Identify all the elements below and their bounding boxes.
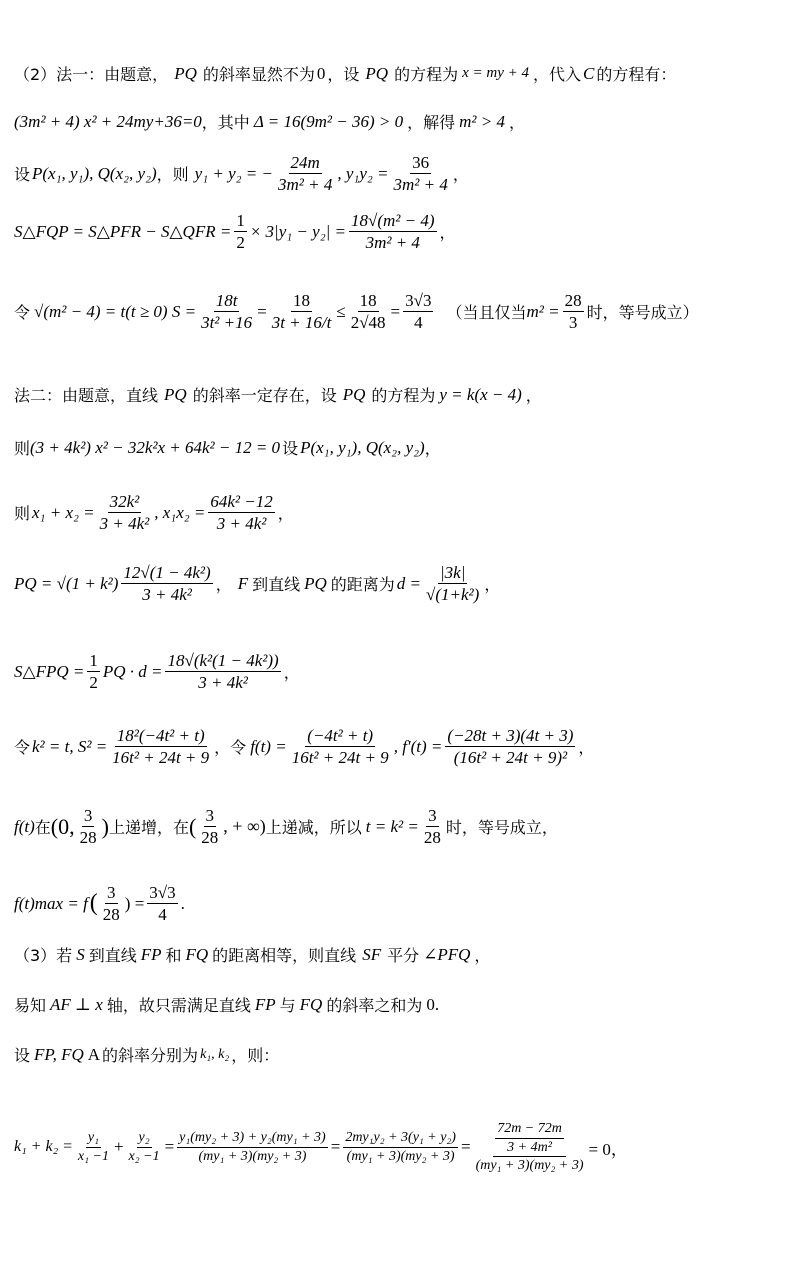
- line-fp: FP: [140, 944, 162, 964]
- denominator: 3 + 4k²: [99, 514, 150, 534]
- distance-fraction: [424, 562, 481, 606]
- f-max-arg-fraction: [101, 882, 122, 926]
- text: 和: [165, 946, 182, 965]
- f-max-lhs: f(t)max = f: [14, 893, 88, 913]
- less-equal: ≤: [336, 301, 346, 321]
- period: .: [180, 893, 185, 913]
- numerator: 3: [426, 805, 439, 827]
- discriminant: Δ = 16(9m² − 36) > 0: [253, 111, 404, 131]
- text: 的距离相等，则直线: [212, 946, 357, 965]
- slopes-k: k₁, k₂: [200, 1046, 230, 1062]
- denominator: 16t² + 24t + 9: [112, 748, 210, 768]
- numerator: 18√(k²(1 − 4k²)): [165, 650, 280, 672]
- text: 时，等号成立，: [445, 818, 558, 838]
- denominator: x₁ −1: [77, 1148, 109, 1164]
- text: ，: [508, 113, 525, 132]
- quadratic-equation: (3m² + 4) x² + 24my+36=0: [14, 111, 202, 131]
- text: 易知: [14, 996, 47, 1015]
- denominator: 4: [414, 313, 423, 333]
- fprime-fraction: [445, 725, 575, 769]
- line-sf: SF: [362, 944, 382, 964]
- text: ，: [474, 946, 491, 965]
- m2-line-1: [14, 383, 792, 406]
- pq-label: PQ: [164, 384, 187, 404]
- vieta-sum-lhs: x₁ + x₂ =: [32, 502, 95, 522]
- text: 设: [14, 165, 31, 185]
- denominator: (my₁ + 3)(my₂ + 3): [475, 1158, 584, 1173]
- denominator: 4: [158, 905, 167, 925]
- text: 到直线: [88, 946, 137, 965]
- condition-fraction: [563, 290, 584, 334]
- text: 的斜率一定存在，设: [192, 386, 337, 405]
- denominator: 2√48: [350, 313, 386, 333]
- area-lhs: S△FQP = S△PFR − S△QFR =: [14, 221, 232, 241]
- substitution: k² = t, S² =: [32, 736, 108, 756]
- s-fraction-2: [270, 290, 334, 334]
- denominator: 28: [102, 905, 120, 925]
- text: 与: [279, 996, 296, 1015]
- numerator: y₁(my₂ + 3) + y₂(my₁ + 3): [177, 1129, 328, 1148]
- t-equals-k-squared: t = k² =: [365, 816, 419, 836]
- text: ，: [283, 663, 300, 683]
- quadratic-equation: (3 + 4k²) x² − 32k²x + 64k² − 12 = 0: [30, 437, 281, 457]
- m2-line-3: [14, 491, 792, 535]
- text: 设: [14, 1046, 31, 1065]
- text: 的方程有：: [596, 65, 677, 84]
- m1-line-1: [14, 62, 792, 85]
- equals: =: [164, 1137, 175, 1157]
- text: 的方程为: [371, 386, 436, 405]
- denominator: 3 + 4k²: [216, 514, 267, 534]
- numerator: 3: [204, 805, 217, 827]
- text: ，: [215, 575, 232, 595]
- angle-pfq: ∠PFQ: [423, 944, 471, 964]
- distance-lhs: d =: [396, 573, 422, 593]
- s3-line-3: [14, 1043, 792, 1066]
- equals: =: [460, 1137, 471, 1157]
- paren-close: ) =: [124, 893, 145, 913]
- slope-fraction-1: [76, 1129, 111, 1165]
- numerator: y₂: [137, 1129, 152, 1148]
- denominator: 28: [201, 828, 219, 848]
- s3-line-2: [14, 993, 792, 1016]
- interval-1-fraction: [78, 805, 99, 849]
- text: 令: [14, 738, 31, 758]
- s-fraction-3: [349, 290, 388, 334]
- denominator: 28: [79, 828, 97, 848]
- vieta-product-fraction: [208, 491, 274, 535]
- fprime-lhs: , f′(t) =: [393, 736, 443, 756]
- numerator: 18t: [214, 290, 240, 312]
- half-fraction: [234, 210, 247, 254]
- paren-open: (: [89, 890, 98, 917]
- s-squared-fraction: [110, 725, 211, 769]
- m2-line-6: [14, 725, 792, 769]
- f-fraction: [290, 725, 391, 769]
- numerator: 12√(1 − 4k²): [121, 562, 212, 584]
- points-pq: P(x₁, y₁), Q(x₂, y₂): [32, 163, 157, 183]
- m2-intro: 法二：由题意，直线: [14, 386, 159, 405]
- denominator: 3 + 4m²: [507, 1139, 552, 1155]
- zero: 0.: [426, 994, 440, 1014]
- m2-line-7: [14, 805, 792, 849]
- text: ，设: [327, 65, 360, 84]
- text: 到直线: [252, 575, 301, 595]
- text: 上递增，在: [108, 818, 189, 838]
- letter-a: A: [87, 1044, 101, 1064]
- half-fraction: [87, 650, 100, 694]
- numerator: 18²(−4t² + t): [115, 725, 207, 747]
- text: 轴，故只需满足直线: [106, 996, 251, 1015]
- text: 的斜率分别为: [102, 1046, 199, 1065]
- denominator: (my₁ + 3)(my₂ + 3): [346, 1148, 455, 1164]
- text: （当且仅当: [446, 303, 527, 323]
- f-of-t: f(t): [14, 816, 35, 836]
- text: ，其中: [201, 113, 250, 132]
- vieta-product-lhs: , x₁x₂ =: [154, 502, 206, 522]
- text: ，令: [214, 738, 247, 758]
- numerator: 3: [105, 882, 118, 904]
- text: ，: [578, 738, 595, 758]
- condition-m: m² =: [526, 301, 560, 321]
- numerator: 1: [234, 210, 247, 232]
- slope-fraction-3: [177, 1129, 328, 1165]
- text: ，则: [156, 165, 189, 185]
- m2-line-4: [14, 562, 792, 606]
- s-fraction-4: [403, 290, 433, 334]
- line-fq: FQ: [185, 944, 209, 964]
- text: 则: [14, 504, 31, 524]
- m-squared-condition: m² > 4: [459, 111, 505, 131]
- f-lhs: f(t) =: [250, 736, 287, 756]
- text: ，: [277, 504, 294, 524]
- denominator: (my₁ + 3)(my₂ + 3): [198, 1148, 307, 1164]
- text: 的距离为: [330, 575, 395, 595]
- interval-2-open: (: [188, 813, 197, 839]
- equals-zero: = 0，: [588, 1139, 628, 1159]
- numerator: 3: [82, 805, 95, 827]
- line-fp: FP: [254, 994, 276, 1014]
- tk-fraction: [422, 805, 443, 849]
- equals: =: [257, 301, 267, 321]
- numerator: 24m: [289, 152, 322, 174]
- denominator: 3t² +16: [201, 313, 253, 333]
- m1-line-5: [14, 290, 792, 334]
- curve-c: C: [583, 63, 595, 83]
- area-fraction: [165, 650, 280, 694]
- text: ，: [424, 439, 441, 458]
- text: ，解得: [407, 113, 456, 132]
- vieta-product-fraction: [392, 152, 450, 196]
- numerator: 3√3: [403, 290, 433, 312]
- lines-fp-fq: FP, FQ: [34, 1044, 84, 1064]
- pq-label: PQ: [174, 63, 197, 83]
- slope-fraction-2: [127, 1129, 162, 1165]
- text: ，代入: [532, 65, 581, 84]
- f-max-value-fraction: [147, 882, 177, 926]
- text: 上递减，所以: [265, 818, 362, 838]
- text: 令: [14, 303, 31, 323]
- denominator: 3 + 4k²: [198, 673, 248, 693]
- interval-1-open: (0,: [50, 813, 75, 839]
- equals: =: [390, 301, 401, 321]
- denominator: 28: [423, 828, 441, 848]
- text: ，则：: [231, 1046, 280, 1065]
- interval-2-close: , + ∞): [223, 816, 266, 837]
- focus-f: F: [237, 573, 249, 593]
- numerator: 18: [358, 290, 379, 312]
- vieta-sum-fraction: [98, 491, 152, 535]
- area-mid: × 3|y₁ − y₂| =: [249, 221, 347, 241]
- slope-fraction-5: [474, 1120, 586, 1175]
- points-pq: P(x₁, y₁), Q(x₂, y₂): [300, 437, 425, 457]
- numerator: 36: [410, 152, 431, 174]
- numerator: 64k² −12: [208, 491, 274, 513]
- text: 的斜率显然不为: [202, 65, 315, 84]
- numerator: 3√3: [147, 882, 177, 904]
- vieta-sum-lhs: y₁ + y₂ = −: [194, 163, 273, 183]
- area-lhs: S△FPQ =: [14, 661, 85, 681]
- area-mid: PQ · d =: [102, 661, 163, 681]
- line-equation: y = k(x − 4): [439, 384, 522, 404]
- numerator: 72m − 72m: [495, 1120, 564, 1139]
- denominator: 2: [236, 233, 245, 253]
- text: ，: [452, 165, 469, 185]
- line-fq: FQ: [299, 994, 323, 1014]
- m1-line-4: [14, 210, 792, 254]
- pq-length-fraction: [121, 562, 212, 606]
- vieta-product-lhs: , y₁y₂ =: [337, 163, 389, 183]
- slope-fraction-4: [343, 1129, 458, 1165]
- pq-label: PQ: [304, 573, 327, 593]
- line-equation: x = my + 4: [462, 65, 529, 81]
- text: 的斜率之和为: [326, 996, 423, 1015]
- denominator: 3m² + 4: [278, 175, 333, 195]
- denominator: 2: [89, 673, 98, 693]
- pq-length-lhs: PQ = √(1 + k²): [14, 573, 119, 593]
- text: ，: [439, 223, 456, 243]
- s3-intro: （3）若: [14, 946, 73, 965]
- numerator: 28: [563, 290, 584, 312]
- m2-line-2: [14, 436, 792, 459]
- s3-line-4: [14, 1120, 792, 1175]
- m2-line-5: [14, 650, 792, 694]
- compound-numerator: [493, 1120, 566, 1157]
- numerator: 18: [291, 290, 312, 312]
- numerator: 1: [87, 650, 100, 672]
- pq-label: PQ: [342, 384, 366, 404]
- denominator: 16t² + 24t + 9: [291, 748, 389, 768]
- numerator: |3k|: [438, 562, 467, 584]
- m2-line-8: [14, 882, 792, 926]
- numerator: y₁: [86, 1129, 101, 1148]
- denominator: 3t + 16/t: [271, 313, 332, 333]
- text: 平分: [387, 946, 420, 965]
- denominator: 3: [568, 313, 578, 333]
- denominator: 3 + 4k²: [142, 585, 192, 605]
- text: ，: [484, 575, 501, 595]
- s3-line-1: [14, 943, 792, 966]
- text: 则: [14, 439, 31, 458]
- inner-fraction: [495, 1120, 564, 1156]
- plus: +: [113, 1137, 124, 1157]
- s-fraction-1: [199, 290, 254, 334]
- text: 在: [34, 818, 51, 838]
- text: 设: [282, 439, 299, 458]
- text: 时，等号成立）: [586, 303, 699, 323]
- denominator: x₂ −1: [128, 1148, 160, 1164]
- numerator: (−28t + 3)(4t + 3): [445, 725, 575, 747]
- area-fraction: [349, 210, 437, 254]
- m1-intro: （2）法一：由题意，: [14, 65, 169, 84]
- m1-line-2: [14, 110, 792, 133]
- numerator: 32k²: [108, 491, 142, 513]
- substitution: √(m² − 4) = t(t ≥ 0) S =: [34, 301, 197, 321]
- numerator: 2my₁y₂ + 3(y₁ + y₂): [343, 1129, 458, 1148]
- text: ，: [525, 386, 542, 405]
- zero: 0: [316, 63, 326, 83]
- interval-2-fraction: [199, 805, 220, 849]
- point-s: S: [76, 944, 85, 964]
- equals: =: [330, 1137, 341, 1157]
- pq-label: PQ: [365, 63, 389, 83]
- denominator: √(1+k²): [426, 585, 480, 605]
- denominator: (16t² + 24t + 9)²: [453, 748, 568, 768]
- denominator: 3m² + 4: [365, 233, 420, 253]
- vieta-sum-fraction: [276, 152, 334, 196]
- denominator: 3m² + 4: [393, 175, 448, 195]
- text: 的方程为: [394, 65, 459, 84]
- numerator: 18√(m² − 4): [349, 210, 437, 232]
- slope-sum-lhs: k₁ + k₂ =: [14, 1138, 73, 1156]
- interval-1-close: ): [101, 813, 109, 839]
- af-perpendicular: AF ⊥ x: [50, 994, 103, 1014]
- numerator: (−4t² + t): [305, 725, 375, 747]
- m1-line-3: [14, 152, 792, 196]
